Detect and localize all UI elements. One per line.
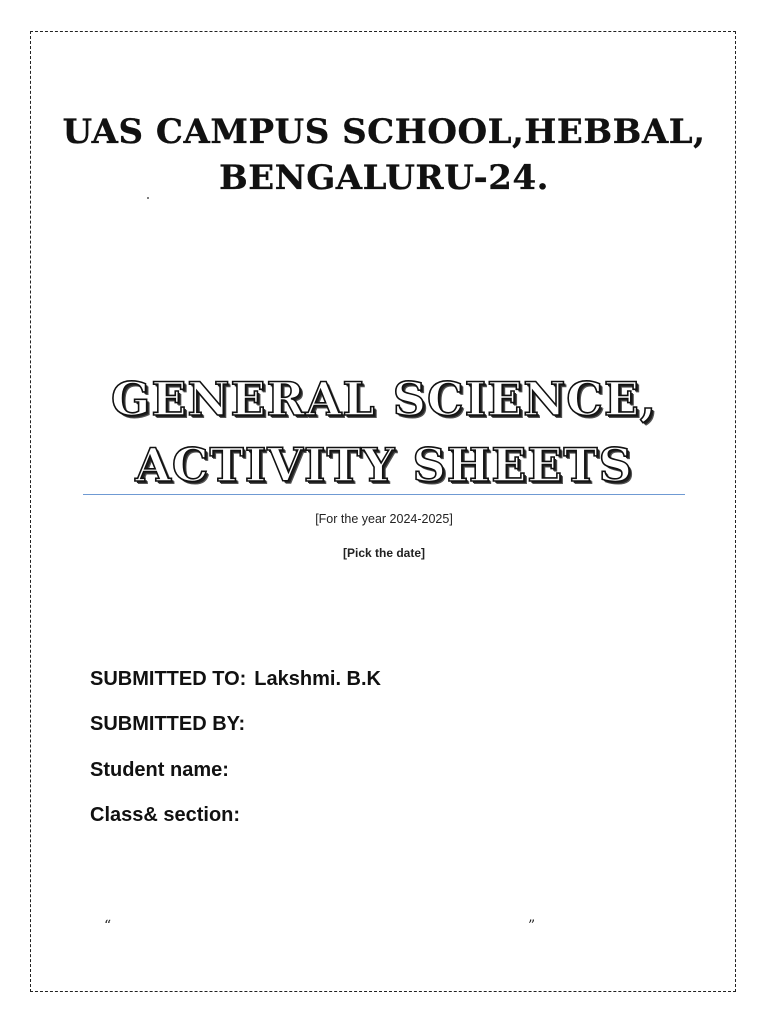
student-name-label: Student name: [90,759,229,781]
submitted-by-label: SUBMITTED BY: [90,713,246,735]
submitted-to-row [90,668,381,691]
stray-dot [147,197,149,199]
class-section-label: Class& section: [90,804,241,826]
date-placeholder[interactable]: [Pick the date] [342,546,426,560]
submitted-to-label: SUBMITTED TO: [90,668,247,690]
school-name-line-1: UAS CAMPUS SCHOOL,HEBBAL, [62,112,706,152]
year-text: [For the year 2024-2025] [315,512,453,526]
submitted-to-value: Lakshmi. B.K [254,668,381,690]
title-line-1: GENERAL SCIENCE, [111,372,657,426]
student-name-row [90,759,229,782]
close-quote: ” [528,918,536,934]
submitted-by-row [90,713,245,736]
open-quote: “ [104,918,112,934]
title-underline [83,494,685,495]
title-line-2: ACTIVITY SHEETS [135,438,633,492]
class-section-row [90,804,240,827]
school-name-line-2: BENGALURU-24. [219,158,549,198]
